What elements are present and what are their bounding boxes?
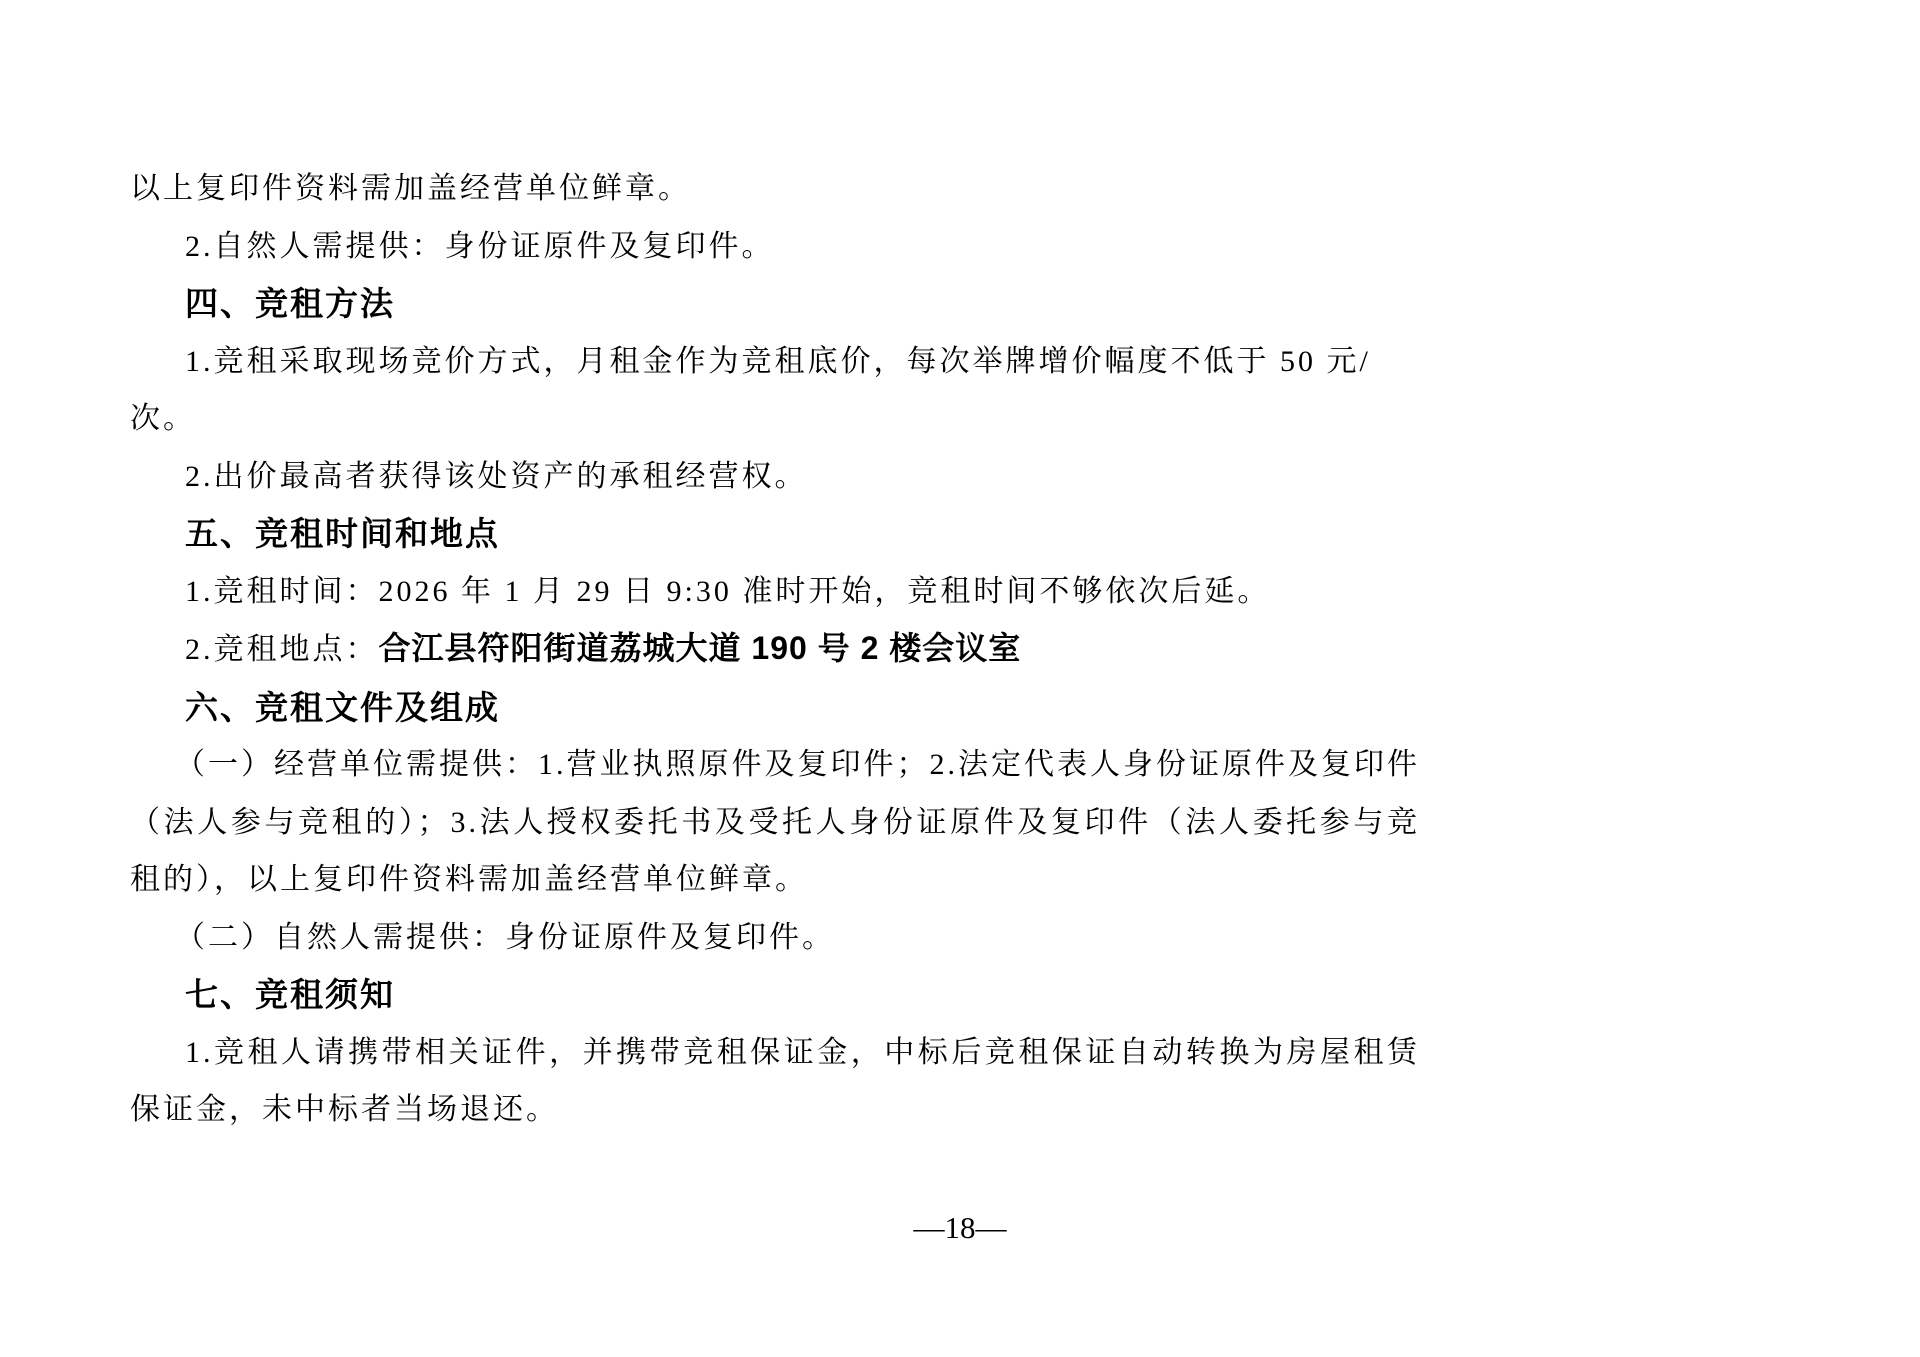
paragraph-natural-person-documents: （二）自然人需提供：身份证原件及复印件。: [175, 920, 835, 954]
paragraph-bid-method-1: 1.竞租采取现场竞价方式，月租金作为竞租底价，每次举牌增价幅度不低于 50 元/次。: [130, 344, 1371, 435]
paragraph-bid-method-2: 2.出价最高者获得该处资产的承租经营权。: [185, 459, 808, 493]
bid-place-address: 合江县符阳街道荔城大道 190 号 2 楼会议室: [378, 630, 1022, 666]
paragraph-bid-time: 1.竞租时间：2026 年 1 月 29 日 9:30 准时开始，竞租时间不够依次后延。: [185, 574, 1271, 608]
paragraph-business-unit-documents: （一）经营单位需提供：1.营业执照原件及复印件；2.法定代表人身份证原件及复印件（法人参与竞租的）；3.法人授权委托书及受托人身份证原件及复印件（法人委托参与竞租的），以上复印件资料需加盖经营单位鲜章。: [130, 748, 1420, 896]
bid-place-label: 2.竞租地点：: [185, 633, 379, 666]
paragraph-natural-person: 2.自然人需提供：身份证原件及复印件。: [185, 229, 775, 263]
section-heading-6-documents: 六、竞租文件及组成: [185, 688, 500, 726]
paragraph-continuation: 以上复印件资料需加盖经营单位鲜章。: [130, 172, 691, 205]
paragraph-bid-place: [130, 620, 1420, 679]
section-heading-5-time-place: 五、竞租时间和地点: [185, 515, 500, 552]
page-number: —18—: [913, 1210, 1007, 1245]
section-heading-7-notice: 七、竞租须知: [185, 976, 395, 1013]
document-body: [130, 160, 1420, 1139]
section-heading-4-method: 四、竞租方法: [185, 285, 395, 322]
paragraph-notice-1: 1.竞租人请携带相关证件，并携带竞租保证金，中标后竞租保证自动转换为房屋租赁保证金，未中标者当场退还。: [130, 1035, 1420, 1126]
